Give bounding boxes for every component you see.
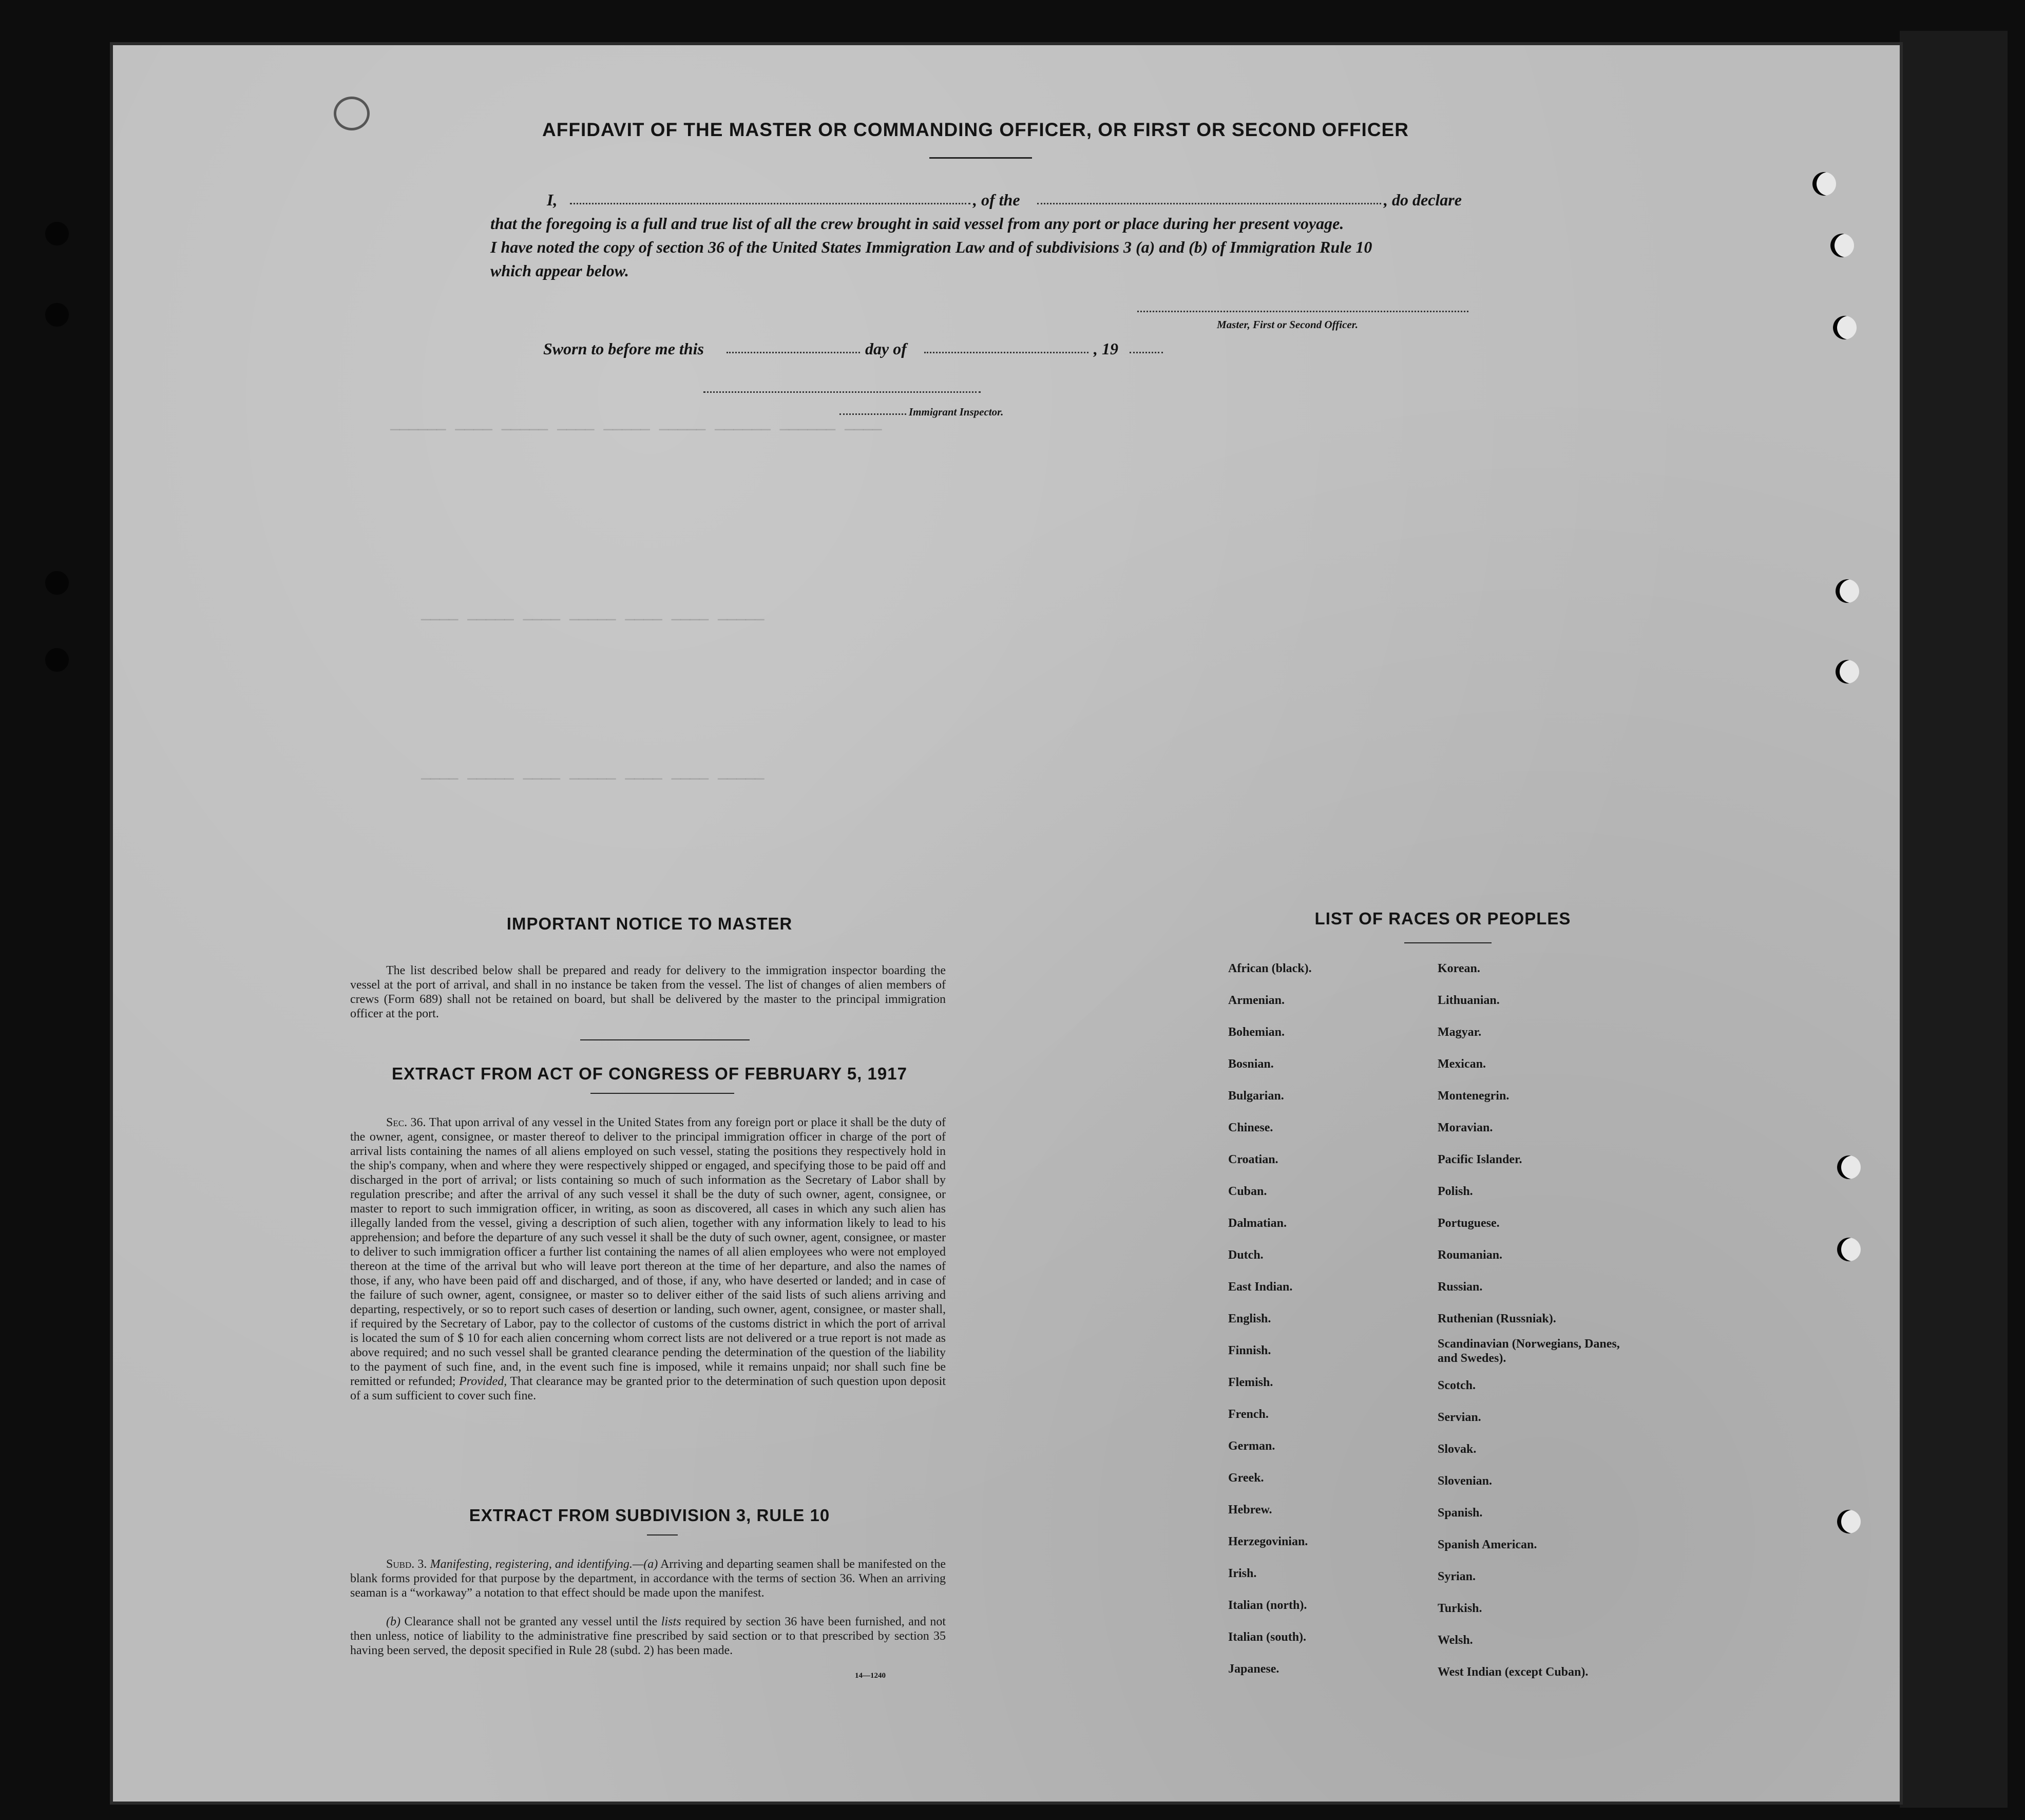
race-item: Armenian. xyxy=(1228,994,1285,1007)
punch-mark xyxy=(334,97,370,130)
subd-b-body-1: Clearance shall not be granted any vessel until the xyxy=(404,1615,658,1628)
race-item: East Indian. xyxy=(1228,1280,1293,1294)
page-edge-shadow xyxy=(1900,31,2008,1808)
race-item: Welsh. xyxy=(1438,1634,1473,1647)
race-item: West Indian (except Cuban). xyxy=(1438,1665,1589,1679)
subd-b-lists: lists xyxy=(661,1615,681,1628)
subd-a-label: —(a) xyxy=(632,1558,658,1571)
race-item: Bosnian. xyxy=(1228,1057,1274,1071)
race-item: Spanish. xyxy=(1438,1506,1483,1520)
race-item: Turkish. xyxy=(1438,1602,1482,1615)
rule-subd-a-text xyxy=(350,1557,946,1600)
race-item: Moravian. xyxy=(1438,1121,1493,1134)
provided-word: Provided, xyxy=(459,1375,507,1388)
race-item: Chinese. xyxy=(1228,1121,1273,1134)
inspector-lead-line xyxy=(839,413,906,415)
section-body: That upon arrival of any vessel in the United States from any foreign port or place it shall be the duty of the owner, agent, consignee, or master thereof to deliver to the principal immigration officer in charge of the port of arrival lists containing the names of all aliens employed on such vessel, stating the positions they respectively hold in the ship's company, when and where they were respectively shipped or engaged, and specifying those to be paid off and discharged in the port of arrival; or lists containing so much of such information as the Secretary of Labor shall by regulation prescribe; and after the arrival of any such vessel it shall be the duty of such owner, agent, consignee, or master to report to such immigration officer, in writing, as soon as discovered, all cases in which any such alien has illegally landed from the vessel, giving a description of such alien, together with any information likely to lead to his apprehension; and before the departure of any such vessel it shall be the duty of such owner, agent, consignee, or master to deliver to such immigration officer a further list containing the names of all alien employees who were not employed thereon at the time of the arrival but who will leave port thereon at the time of her departure, and also the names of those, if any, who have been paid off and discharged, and of those, if any, who have deserted or landed; and in case of the failure of such owner, agent, consignee, or master so to deliver either of the said lists of such aliens arriving and departing, respectively, or so to report such cases of desertion or landing, such owner, agent, consignee, or master shall, if required by the Secretary of Labor, pay to the collector of customs of the customs district in which the port of arrival is located the sum of $ 10 for each alien concerning whom correct lists are not delivered or a true report is not made as above required; and no such vessel shall be granted clearance pending the determination of the question of the liability to the payment of such fine, and, in the event such fine is imposed, while it remains unpaid; nor shall such fine be remitted or refunded; xyxy=(350,1116,946,1388)
race-item: Dalmatian. xyxy=(1228,1217,1287,1230)
race-item: Cuban. xyxy=(1228,1185,1267,1198)
binder-hole xyxy=(1837,1155,1861,1179)
race-item: Spanish American. xyxy=(1438,1538,1537,1551)
affidavit-of-the: , of the xyxy=(973,191,1020,209)
affidavit-line-3: I have noted the copy of section 36 of the United States Immigration Law and of subdivisions 3 (a) and (b) of Immigration Rule 10 xyxy=(490,238,1372,256)
act-extract-title: EXTRACT FROM ACT OF CONGRESS OF FEBRUARY 5, 1917 xyxy=(392,1064,907,1083)
race-item: Syrian. xyxy=(1438,1570,1476,1583)
race-item: Dutch. xyxy=(1228,1248,1264,1262)
race-item: Japanese. xyxy=(1228,1662,1279,1676)
race-item: Montenegrin. xyxy=(1438,1089,1510,1103)
race-item: Herzegovinian. xyxy=(1228,1535,1308,1548)
race-item: Magyar. xyxy=(1438,1026,1482,1039)
affidavit-do-declare: , do declare xyxy=(1384,191,1462,209)
binder-hole xyxy=(1837,1510,1861,1533)
section-label: Sec. 36. xyxy=(386,1116,426,1129)
bleed-through-row: ──── ───── ──── ───── ──── ──── ───── xyxy=(421,611,765,629)
race-item: Polish. xyxy=(1438,1185,1473,1198)
subd-label: Subd. 3. xyxy=(386,1558,427,1571)
race-item: Servian. xyxy=(1438,1411,1481,1424)
race-item: Hebrew. xyxy=(1228,1503,1272,1516)
subd-heading: Manifesting, registering, and identifying. xyxy=(430,1558,633,1571)
race-item: Mexican. xyxy=(1438,1057,1486,1071)
race-item: Slovak. xyxy=(1438,1443,1477,1456)
rule-extract-title: EXTRACT FROM SUBDIVISION 3, RULE 10 xyxy=(469,1506,830,1525)
race-item: Italian (north). xyxy=(1228,1599,1307,1612)
rule-subd-b-text xyxy=(350,1615,946,1658)
race-item: Pacific Islander. xyxy=(1438,1153,1522,1166)
binder-hole xyxy=(1837,1238,1861,1261)
section-rule xyxy=(590,1093,734,1094)
subd-b-body-2: required by section 36 have been furnished, and not then unless, notice of liability to the administrative fine prescribed by said section or to that prescribed by section 35 having been served, the deposit specified in Rule 28 (subd. 2) has been made. xyxy=(350,1615,946,1657)
affidavit-line-4: which appear below. xyxy=(490,261,629,280)
day-of-text: day of xyxy=(865,339,907,358)
race-item: Greek. xyxy=(1228,1471,1264,1485)
race-item: Korean. xyxy=(1438,962,1480,975)
binder-hole xyxy=(45,303,69,327)
sworn-text: Sworn to before me this xyxy=(543,339,704,358)
section-body-end: That clearance may be granted prior to the determination of such question upon deposit of a sum sufficient to cover such fine. xyxy=(350,1375,946,1402)
race-item: Irish. xyxy=(1228,1567,1257,1580)
inspector-field[interactable] xyxy=(703,391,981,393)
race-item: Finnish. xyxy=(1228,1344,1271,1357)
race-item: Flemish. xyxy=(1228,1376,1273,1389)
race-item: Roumanian. xyxy=(1438,1248,1503,1262)
binder-hole xyxy=(1830,234,1854,257)
section-rule xyxy=(647,1534,678,1535)
race-item: Croatian. xyxy=(1228,1153,1278,1166)
race-item: Slovenian. xyxy=(1438,1474,1493,1488)
sworn-month-field[interactable] xyxy=(924,352,1088,353)
year-field[interactable] xyxy=(1130,352,1163,353)
subd-b-label: (b) xyxy=(386,1615,400,1628)
binder-hole xyxy=(1812,172,1836,196)
title-rule xyxy=(929,157,1032,159)
affidavit-title: AFFIDAVIT OF THE MASTER OR COMMANDING OFFICER, OR FIRST OR SECOND OFFICER xyxy=(542,119,1409,140)
act-section-36-text xyxy=(350,1115,946,1403)
race-item: French. xyxy=(1228,1408,1269,1421)
race-item: English. xyxy=(1228,1312,1271,1325)
sworn-day-field[interactable] xyxy=(727,352,860,353)
binder-hole xyxy=(45,222,69,245)
name-field[interactable] xyxy=(570,203,970,204)
binder-hole xyxy=(1833,316,1857,339)
subd-a-body: Arriving and departing seamen shall be manifested on the blank forms provided for that purpose by the department, in accordance with the terms of section 36. When an arriving seaman is a “workaway” a notation to that effect should be made upon the manifest. xyxy=(350,1558,946,1600)
race-item: German. xyxy=(1228,1439,1275,1453)
form-number: 14—1240 xyxy=(855,1672,886,1680)
race-item: Russian. xyxy=(1438,1280,1483,1294)
inspector-label: Immigrant Inspector. xyxy=(909,406,1004,418)
affidavit-i: I, xyxy=(547,191,558,209)
signature-field[interactable] xyxy=(1137,311,1468,312)
notice-text: The list described below shall be prepared and ready for delivery to the immigration inspector boarding the vessel at the port of arrival, and shall in no instance be taken from the vessel. The list of changes of alien members of crews (Form 689) shall not be retained on board, but shall be delivered by the master to the principal immigration officer at the port. xyxy=(350,964,946,1020)
vessel-field[interactable] xyxy=(1037,203,1381,204)
race-item: Scotch. xyxy=(1438,1379,1476,1392)
race-item: African (black). xyxy=(1228,962,1312,975)
races-rule xyxy=(1404,942,1492,943)
binder-hole xyxy=(1836,660,1859,684)
race-item: Bulgarian. xyxy=(1228,1089,1284,1103)
race-item: Bohemian. xyxy=(1228,1026,1285,1039)
race-item: Portuguese. xyxy=(1438,1217,1500,1230)
race-item: Lithuanian. xyxy=(1438,994,1500,1007)
year-text: , 19 xyxy=(1094,339,1118,358)
binder-hole xyxy=(45,648,69,672)
section-rule xyxy=(580,1039,750,1040)
affidavit-line-2: that the foregoing is a full and true list of all the crew brought in said vessel from any port or place during her present voyage. xyxy=(490,214,1344,233)
notice-title: IMPORTANT NOTICE TO MASTER xyxy=(506,914,793,933)
bleed-through-row: ────── ──── ───── ──── ───── ───── ────── ────── ──── xyxy=(390,421,882,439)
binder-hole xyxy=(45,571,69,595)
race-item: Ruthenian (Russniak). xyxy=(1438,1312,1556,1325)
race-item: Scandinavian (Norwegians, Danes, and Swedes). xyxy=(1438,1337,1620,1365)
bleed-through-row: ──── ───── ──── ───── ──── ──── ───── xyxy=(421,770,765,788)
races-title: LIST OF RACES OR PEOPLES xyxy=(1314,909,1571,928)
race-item: Italian (south). xyxy=(1228,1631,1307,1644)
binder-hole xyxy=(1836,579,1859,603)
signature-label: Master, First or Second Officer. xyxy=(1217,318,1358,331)
